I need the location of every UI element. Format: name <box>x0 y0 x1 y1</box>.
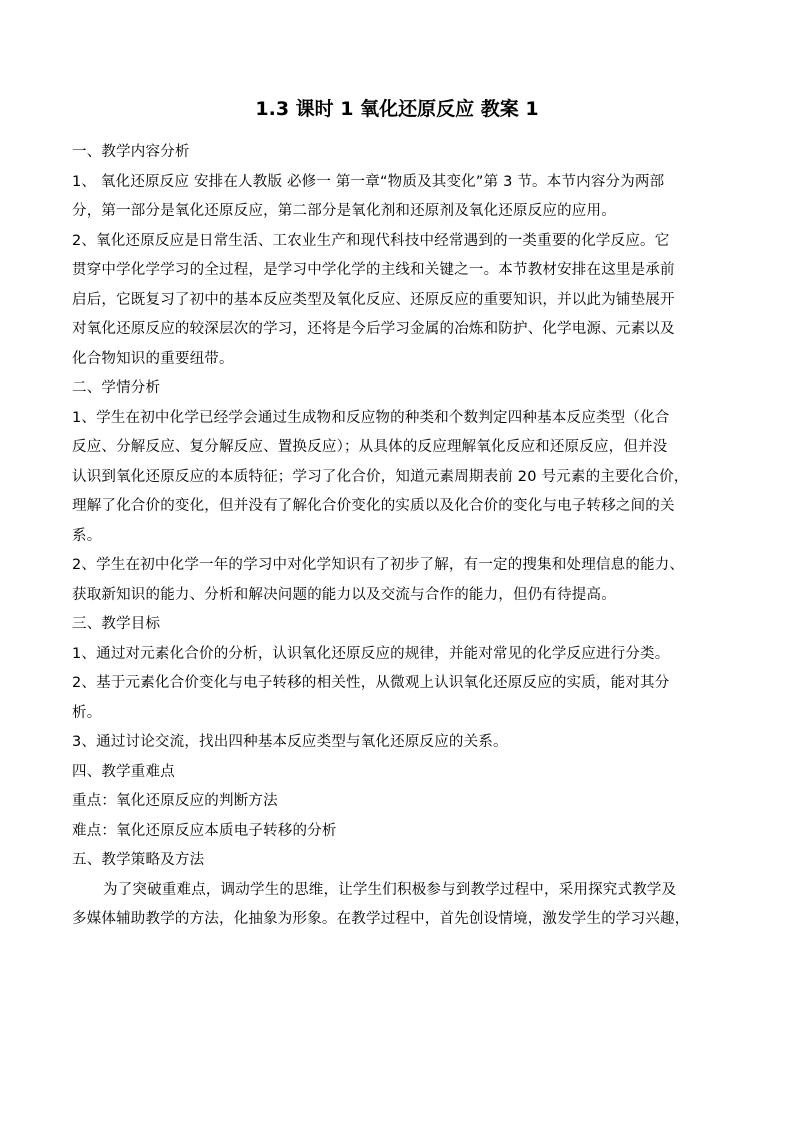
text-line: 三、教学目标 <box>72 616 161 632</box>
text-line: 理解了化合价的变化，但并没有了解化合价变化的实质以及化合价的变化与电子转移之间的关 <box>72 498 675 514</box>
text-line: 2、氧化还原反应是日常生活、工农业生产和现代科技中经常遇到的一类重要的化学反应。它 <box>72 232 670 249</box>
text-line: 四、教学重难点 <box>72 763 175 780</box>
text-line: 析。 <box>72 704 102 721</box>
text-line: 3、通过讨论交流，找出四种基本反应类型与氧化还原反应的关系。 <box>72 734 508 750</box>
text-line: 化合物知识的重要纽带。 <box>72 350 234 367</box>
text-line: 五、教学策略及方法 <box>72 852 205 868</box>
text-line: 认识到氧化还原反应的本质特征；学习了化合价，知道元素周期表前 20 号元素的主要化合价， <box>72 468 689 485</box>
text-line: 1、通过对元素化合价的分析，认识氧化还原反应的规律，并能对常见的化学反应进行分类。 <box>72 645 670 662</box>
text-line: 多媒体辅助教学的方法，化抽象为形象。在教学过程中，首先创设情境，激发学生的学习兴趣， <box>72 911 690 927</box>
text-line: 对氧化还原反应的较深层次的学习，还将是今后学习金属的冶炼和防护、化学电源、元素以及 <box>72 321 675 337</box>
text-line: 二、学情分析 <box>72 380 161 396</box>
text-line: 重点：氧化还原反应的判断方法 <box>72 793 278 809</box>
text-line: 分，第一部分是氧化还原反应，第二部分是氧化剂和还原剂及氧化还原反应的应用。 <box>72 203 616 219</box>
text-line: 贯穿中学化学学习的全过程，是学习中学化学的主线和关键之一。本节教材安排在这里是承前 <box>72 262 675 278</box>
text-line: 2、基于元素化合价变化与电子转移的相关性，从微观上认识氧化还原反应的实质，能对其分 <box>72 675 670 691</box>
text-line: 反应、分解反应、复分解反应、置换反应）；从具体的反应理解氧化反应和还原反应，但并没 <box>72 439 668 455</box>
text-line: 2、学生在初中化学一年的学习中对化学知识有了初步了解，有一定的搜集和处理信息的能力、 <box>72 557 685 573</box>
document-body <box>72 138 722 935</box>
text-line: 难点：氧化还原反应本质电子转移的分析 <box>72 822 337 839</box>
text-line: 1、 氧化还原反应 安排在人教版 必修一 第一章“物质及其变化”第 3 节。本节内容分为两部 <box>72 173 665 190</box>
text-line: 一、教学内容分析 <box>72 144 190 160</box>
document-page <box>72 96 722 935</box>
text-line: 系。 <box>72 527 102 544</box>
text-line: 为了突破重难点，调动学生的思维，让学生们积极参与到教学过程中，采用探究式教学及 <box>103 881 677 898</box>
text-line: 启后，它既复习了初中的基本反应类型及氧化反应、还原反应的重要知识，并以此为铺垫展开 <box>72 291 675 308</box>
document-title: 1.3 课时 1 氧化还原反应 教案 1 <box>255 98 539 120</box>
text-line: 获取新知识的能力、分析和解决问题的能力以及交流与合作的能力，但仍有待提高。 <box>72 586 616 603</box>
text-line: 1、学生在初中化学已经学会通过生成物和反应物的种类和个数判定四种基本反应类型（化合 <box>72 409 670 426</box>
